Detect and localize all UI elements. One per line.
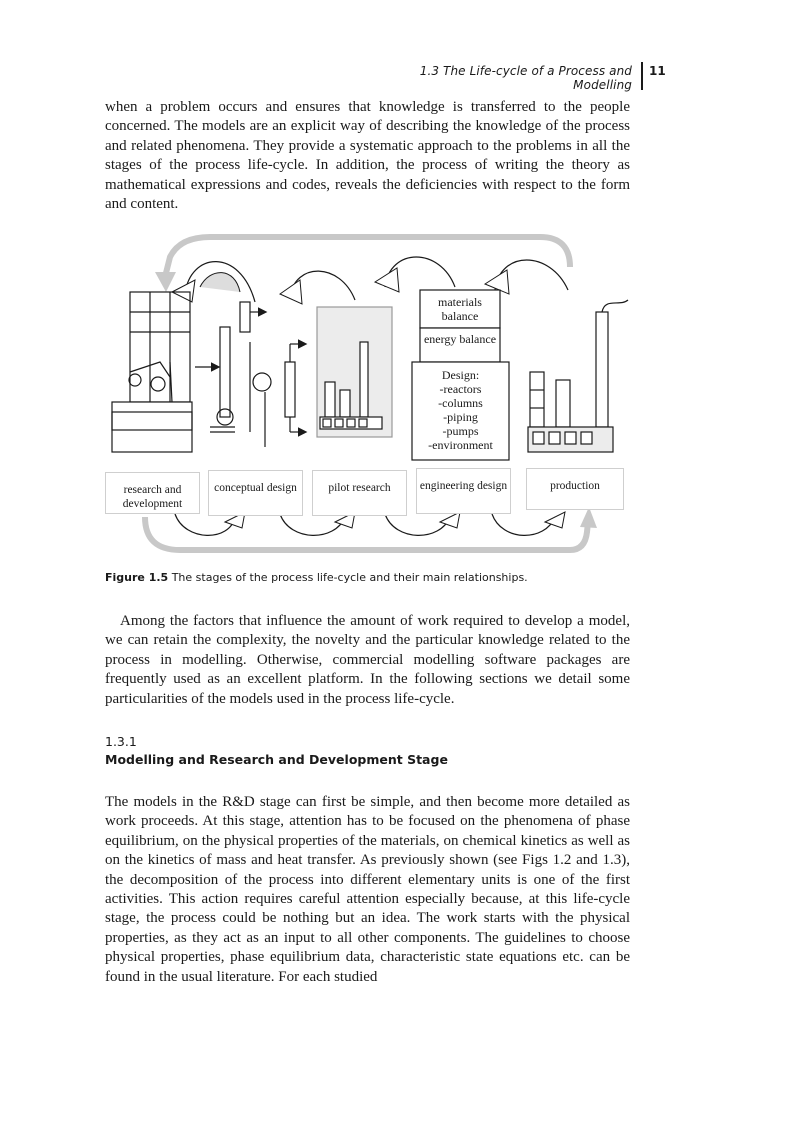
stage-research-development: research and development xyxy=(105,472,200,514)
section-number: 1.3.1 xyxy=(105,734,137,749)
bottom-arrow-1 xyxy=(175,514,235,535)
design-item-pumps: -pumps xyxy=(442,424,479,438)
stage-pilot-research: pilot research xyxy=(312,470,407,516)
materials-balance-label: materials balance xyxy=(438,295,482,323)
design-item-environment: -environment xyxy=(428,438,493,452)
bottom-arrow-3 xyxy=(385,514,450,535)
conceptual-flowsheet xyxy=(195,302,305,447)
bottom-arrow-2 xyxy=(280,514,345,535)
lab-equipment-illustration xyxy=(112,292,192,452)
figure-1-5 xyxy=(100,232,640,562)
design-item-reactors: -reactors xyxy=(439,382,482,396)
design-list xyxy=(412,368,509,452)
bottom-feedback-arrow xyxy=(145,517,588,550)
stage-engineering-design: engineering design xyxy=(416,468,511,514)
top-feedback-arrow xyxy=(165,237,570,277)
energy-balance-label: energy balance xyxy=(423,332,497,346)
pilot-plant-illustration xyxy=(317,307,392,437)
header-rule xyxy=(641,62,643,90)
section-title: Modelling and Research and Development Stage xyxy=(105,752,448,767)
stage-conceptual-design: conceptual design xyxy=(208,470,303,516)
bottom-arrow-4 xyxy=(492,514,555,535)
design-title: Design: xyxy=(441,368,480,382)
paragraph-1: when a problem occurs and ensures that knowledge is transferred to the people concerned. The models are an explicit way of describing the knowledge of the process and related phenomena. They provide a systematic approach to the problems in all the stages of the process life-cycle. In addition, the process of writing the theory as mathematical expressions and codes, reveals the deficiencies with respect to the form and content. xyxy=(105,99,630,213)
design-item-columns: -columns xyxy=(438,396,483,410)
production-plant-illustration xyxy=(528,300,628,452)
caption-label: Figure 1.5 xyxy=(105,571,169,584)
running-head: 1.3 The Life-cycle of a Process and Modelling xyxy=(419,64,632,92)
stage-production: production xyxy=(526,468,624,510)
figure-caption xyxy=(105,571,635,584)
design-item-piping: -piping xyxy=(443,410,478,424)
caption-text: The stages of the process life-cycle and their main relationships. xyxy=(171,571,528,584)
page-number: 11 xyxy=(649,64,666,78)
paragraph-3: The models in the R&D stage can first be simple, and then become more detailed as work proceeds. At this stage, attention has to be focused on the phenomena of phase equilibrium, on the physical properties of the materials, on chemical kinetics as well as on the kinetics of mass and heat transfer. As previously shown (see Figs 1.2 and 1.3), the decomposition of the process into different elementary units is one of the first activities. This action requires careful attention especially because, at this life-cycle stage, the process could be nothing but an idea. The work starts with the physical properties, as they act as an input to all other components. The guidelines to choose physical properties, phase equilibrium data, characteristic state equations etc. can be found in the usual literature. For each studied xyxy=(105,794,630,985)
paragraph-2: Among the factors that influence the amount of work required to develop a model, we can retain the complexity, the novelty and the particular knowledge related to the process in modelling. Otherwise, commercial modelling software packages are frequently used as an excellent platform. In the following sections we detail some particularities of the models used in the process life-cycle. xyxy=(105,613,630,707)
